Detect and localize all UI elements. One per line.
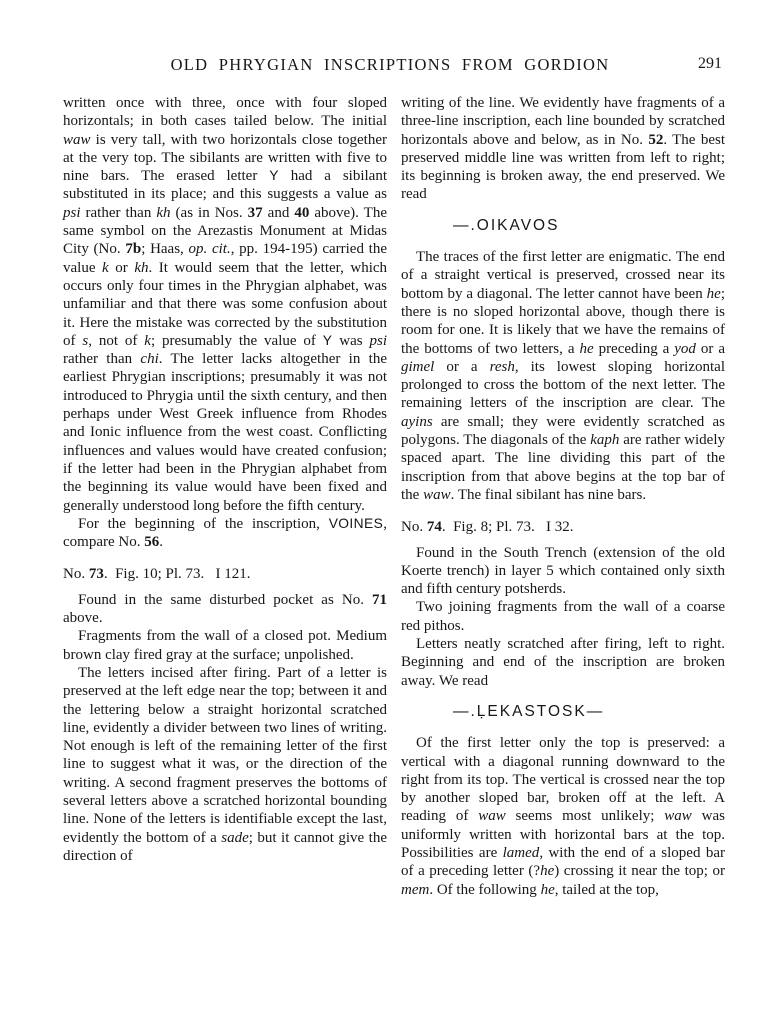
text-run-i: he: [706, 285, 721, 302]
paragraph: [63, 515, 387, 552]
text-run: ) crossing it near the top; or: [554, 863, 725, 880]
text-run: For the beginning of the inscription,: [78, 515, 329, 532]
paragraph: [401, 734, 725, 899]
text-run: , compare No.: [63, 515, 387, 551]
text-run-i: k: [102, 259, 109, 276]
paragraph: [63, 664, 387, 865]
text-run-b: 7b: [125, 241, 142, 258]
text-run: —.OIKAVOS: [453, 216, 560, 234]
text-run-i: lamed: [502, 844, 540, 861]
text-run: No.: [63, 566, 89, 583]
text-run: , tailed at the top,: [554, 881, 659, 898]
text-run: , its lowest sloping horizontal prolonged to cross the bottom of the next letter. The remaining letters of the inscription are clear. The: [401, 358, 726, 412]
paragraph: [401, 635, 725, 690]
text-run: are small; they were evidently scratched as polygons. The diagonals of the: [401, 413, 725, 449]
text-run: . Fig. 8; Pl. 73. I 32.: [441, 519, 574, 536]
section-heading: [401, 518, 725, 536]
text-run: , with the end of a sloped bar of a preceding letter (?: [401, 844, 726, 880]
text-run-b: 73: [88, 566, 104, 583]
text-run-i: resh: [489, 358, 515, 375]
text-run: ; Haas,: [141, 241, 189, 258]
paragraph: [401, 248, 725, 504]
text-run-i: sade: [221, 829, 249, 846]
text-run-b: 37: [247, 204, 263, 221]
text-run-i: s: [82, 332, 89, 349]
text-run: seems most unlikely;: [505, 808, 665, 825]
text-run: , pp. 194-195) carried the value: [63, 241, 387, 276]
text-run-sc: VOINES: [328, 515, 384, 531]
text-run: —.ḶEKASTOSK—: [453, 702, 605, 720]
paragraph: [63, 94, 387, 515]
paragraph: [63, 591, 387, 628]
text-run-i: psi: [369, 332, 387, 349]
text-run-b: 74: [426, 519, 442, 536]
text-run-i: yod: [674, 340, 696, 357]
text-run-i: he: [540, 863, 555, 880]
text-run: was uniformly written with horizontal bars at the top. Possibilities are: [401, 808, 725, 861]
text-run: or: [108, 259, 135, 276]
page-number: 291: [698, 55, 722, 72]
paragraph: [401, 544, 725, 599]
text-run: rather than: [80, 204, 157, 221]
paragraph: [401, 598, 725, 635]
text-run: Fragments from the wall of a closed pot. Medium brown clay fired gray at the surface; unpolished.: [63, 628, 387, 663]
text-run: ; but it cannot give the direction of: [63, 829, 387, 864]
text-run: Found in the same disturbed pocket as No.: [78, 591, 372, 608]
left-column: [63, 94, 387, 865]
text-run-i: waw: [63, 131, 91, 148]
text-run-i: he: [540, 881, 555, 898]
text-run-i: kh: [134, 259, 149, 276]
right-column: [401, 94, 725, 899]
text-run-sc: Y: [322, 332, 333, 348]
text-run-i: waw: [423, 486, 451, 503]
text-run: Letters neatly scratched after firing, left to right. Beginning and end of the inscription are broken away. We read: [401, 636, 725, 689]
text-run: . The best preserved middle line was written from left to right; its beginning is broken away, the end preserved. We read: [401, 131, 725, 203]
text-run-i: k: [144, 332, 151, 349]
text-run-b: 56: [144, 534, 160, 551]
text-run: above.: [63, 610, 103, 627]
text-run: The letters incised after firing. Part of a letter is preserved at the left edge near the top; between it and the lettering below a straight horizontal scratched line, evidently a divider between two lines of writing. Not enough is left of the remaining letter of the first line to suggest what it was, or the direction of the writing. A second fragment preserves the bottoms of several letters above a scratched horizontal bounding line. None of the letters is identifiable except the last, evidently the bottom of a: [63, 664, 387, 846]
text-run: or a: [434, 358, 490, 375]
text-run: was: [332, 332, 370, 349]
text-run: . It would seem that the letter, which occurs only four times in the Phrygian alphabet, was unfamiliar and that there was some confusion about it. Here the mistake was corrected by the substitution of: [63, 259, 388, 349]
text-run: and: [262, 204, 295, 221]
text-run: , not of: [88, 332, 145, 349]
text-run-i: gimel: [401, 358, 435, 375]
text-run-b: 40: [294, 204, 310, 221]
text-run-i: ayins: [401, 413, 433, 430]
text-run-i: waw: [664, 808, 692, 825]
text-run: or a: [695, 340, 725, 357]
text-run: rather than: [63, 351, 141, 368]
text-run: above). The same symbol on the Arezastis Monument at Midas City (No.: [63, 204, 387, 258]
text-run: The traces of the first letter are enigmatic. The end of a straight vertical is preserved, crossed near its bottom by a diagonal. The letter cannot have been: [401, 249, 725, 302]
section-heading: [63, 565, 387, 583]
text-run-b: 71: [372, 591, 387, 608]
inscription-line: [401, 217, 725, 235]
text-run: ; there is no sloped horizontal above, though there is room for one. It is likely that we have the remains of the bottoms of two letters, a: [401, 285, 725, 357]
text-run: are rather widely spaced apart. The line dividing this part of the inscription from that above begins at the top bar of the: [401, 432, 725, 503]
text-run: . The final sibilant has nine bars.: [450, 486, 647, 503]
text-run-i: psi: [63, 204, 81, 221]
text-run: ; presumably the value of: [150, 332, 323, 349]
text-run-i: mem: [401, 881, 430, 898]
text-run-i: chi: [140, 351, 159, 368]
text-run: written once with three, once with four sloped horizontals; in both cases tailed below. The initial: [63, 95, 387, 130]
text-run-sc: Y: [269, 168, 279, 184]
text-run-i: he: [579, 340, 594, 357]
paragraph: [63, 627, 387, 664]
text-run-b: 52: [648, 131, 664, 148]
text-run: had a sibilant substituted in its place; and this suggests a value as: [63, 168, 387, 203]
text-run: Two joining fragments from the wall of a coarse red pithos.: [401, 599, 725, 634]
text-run: (as in Nos.: [170, 204, 248, 221]
text-run: writing of the line. We evidently have fragments of a three-line inscription, each line bounded by scratched horizontals above and below, as in No.: [401, 95, 725, 148]
running-title: OLD PHRYGIAN INSCRIPTIONS FROM GORDION: [170, 55, 610, 74]
text-run: Of the first letter only the top is preserved: a vertical with a diagonal running downward to the right from its top. The vertical is crossed near the top by another sloped bar, broken off at the left. A reading of: [401, 735, 725, 825]
text-run: . Fig. 10; Pl. 73. I 121.: [103, 566, 251, 583]
text-run: Found in the South Trench (extension of the old Koerte trench) in layer 5 which contained only sixth and fifth century potsherds.: [401, 544, 725, 598]
text-run-i: waw: [478, 808, 506, 825]
text-run: . Of the following: [429, 881, 541, 898]
text-run-i: op. cit.: [188, 241, 231, 258]
text-run: preceding a: [593, 340, 675, 357]
text-run-i: kh: [156, 204, 171, 221]
text-run-i: kaph: [590, 432, 620, 449]
text-run: No.: [401, 519, 427, 536]
text-run: .: [159, 534, 163, 551]
text-run: . The letter lacks altogether in the earliest Phrygian inscriptions; presumably it was not introduced to Phrygia until the sixth century, and then perhaps under West Greek influence from Rhodes and Ionic influence from the west coast. Conflicting influences and values would have created confusion; if the letter had been in the Phrygian alphabet from the beginning its value would have been fixed and generally understood long before the fifth century.: [63, 351, 387, 514]
inscription-line: [401, 703, 725, 721]
text-run: is very tall, with two horizontals close together at the very top. The sibilants are written with five to nine bars. The erased letter: [63, 131, 387, 185]
paragraph: [401, 94, 725, 204]
